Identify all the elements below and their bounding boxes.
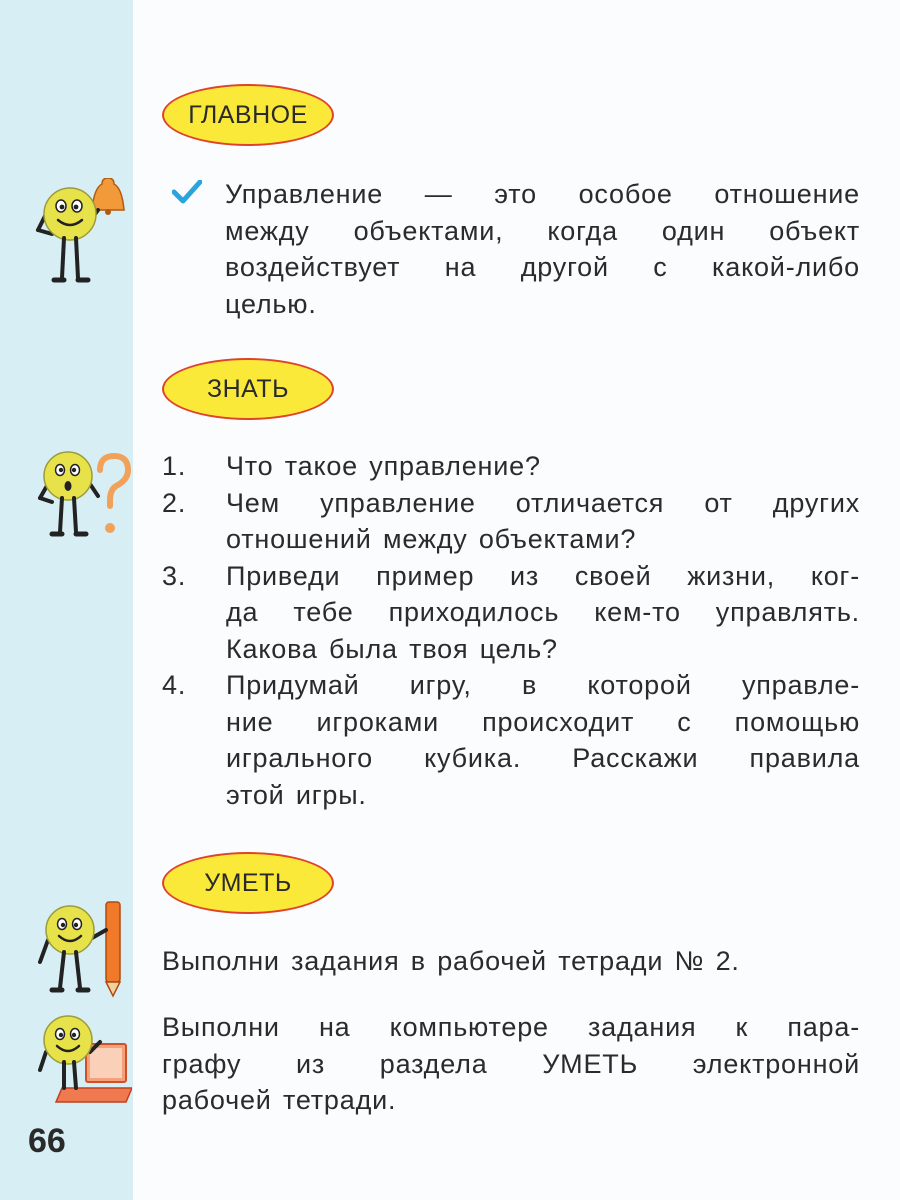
list-item-line: Чем управление отличается от других	[226, 487, 860, 518]
list-item-number: 3.	[162, 560, 187, 591]
definition-line: между объектами, когда один объект	[225, 215, 860, 246]
smiley-question-icon	[32, 448, 132, 543]
list-item-line: Что такое управление?	[226, 451, 541, 481]
list-item	[162, 667, 860, 813]
list-item	[162, 558, 860, 668]
definition-line: Управление — это особое отношение	[225, 179, 860, 209]
section-badge-skill: УМЕТЬ	[162, 852, 334, 914]
section-badge-know: ЗНАТЬ	[162, 358, 334, 420]
list-item-line: игрального кубика. Расскажи правила	[226, 743, 860, 773]
list-item-line: ние игроками происходит с помощью	[226, 706, 860, 737]
list-item-line: Придумай игру, в которой управле-	[226, 670, 860, 700]
checkmark-icon	[172, 180, 202, 204]
task-computer-text	[162, 1009, 860, 1119]
list-item-line: отношений между объектами?	[226, 524, 637, 554]
task-line: Выполни задания в рабочей тетради № 2.	[162, 946, 740, 976]
list-item-number: 4.	[162, 670, 187, 700]
page-number: 66	[28, 1122, 66, 1160]
list-item-line: Приведи пример из своей жизни, ког-	[226, 560, 860, 591]
list-item	[162, 485, 860, 558]
definition-line: воздействует на другой с какой-либо	[225, 252, 860, 282]
section-badge-main: ГЛАВНОЕ	[162, 84, 334, 146]
questions-list	[162, 448, 860, 813]
list-item-number: 1.	[162, 451, 187, 481]
list-item-line: да тебе приходилось кем-то управлять.	[226, 597, 860, 627]
definition-text	[225, 176, 860, 322]
smiley-laptop-icon	[32, 1012, 132, 1112]
task-line: рабочей тетради.	[162, 1085, 397, 1115]
list-item-line: этой игры.	[226, 779, 367, 810]
list-item	[162, 448, 860, 485]
list-item-number: 2.	[162, 487, 187, 518]
definition-line: целью.	[225, 288, 317, 319]
smiley-bell-icon	[30, 178, 130, 288]
list-item-line: Какова была твоя цель?	[226, 633, 558, 664]
task-line: Выполни на компьютере задания к пара-	[162, 1012, 860, 1042]
task-line: графу из раздела УМЕТЬ электронной	[162, 1048, 860, 1079]
smiley-pencil-icon	[34, 900, 134, 1000]
task-workbook-text	[162, 943, 860, 980]
